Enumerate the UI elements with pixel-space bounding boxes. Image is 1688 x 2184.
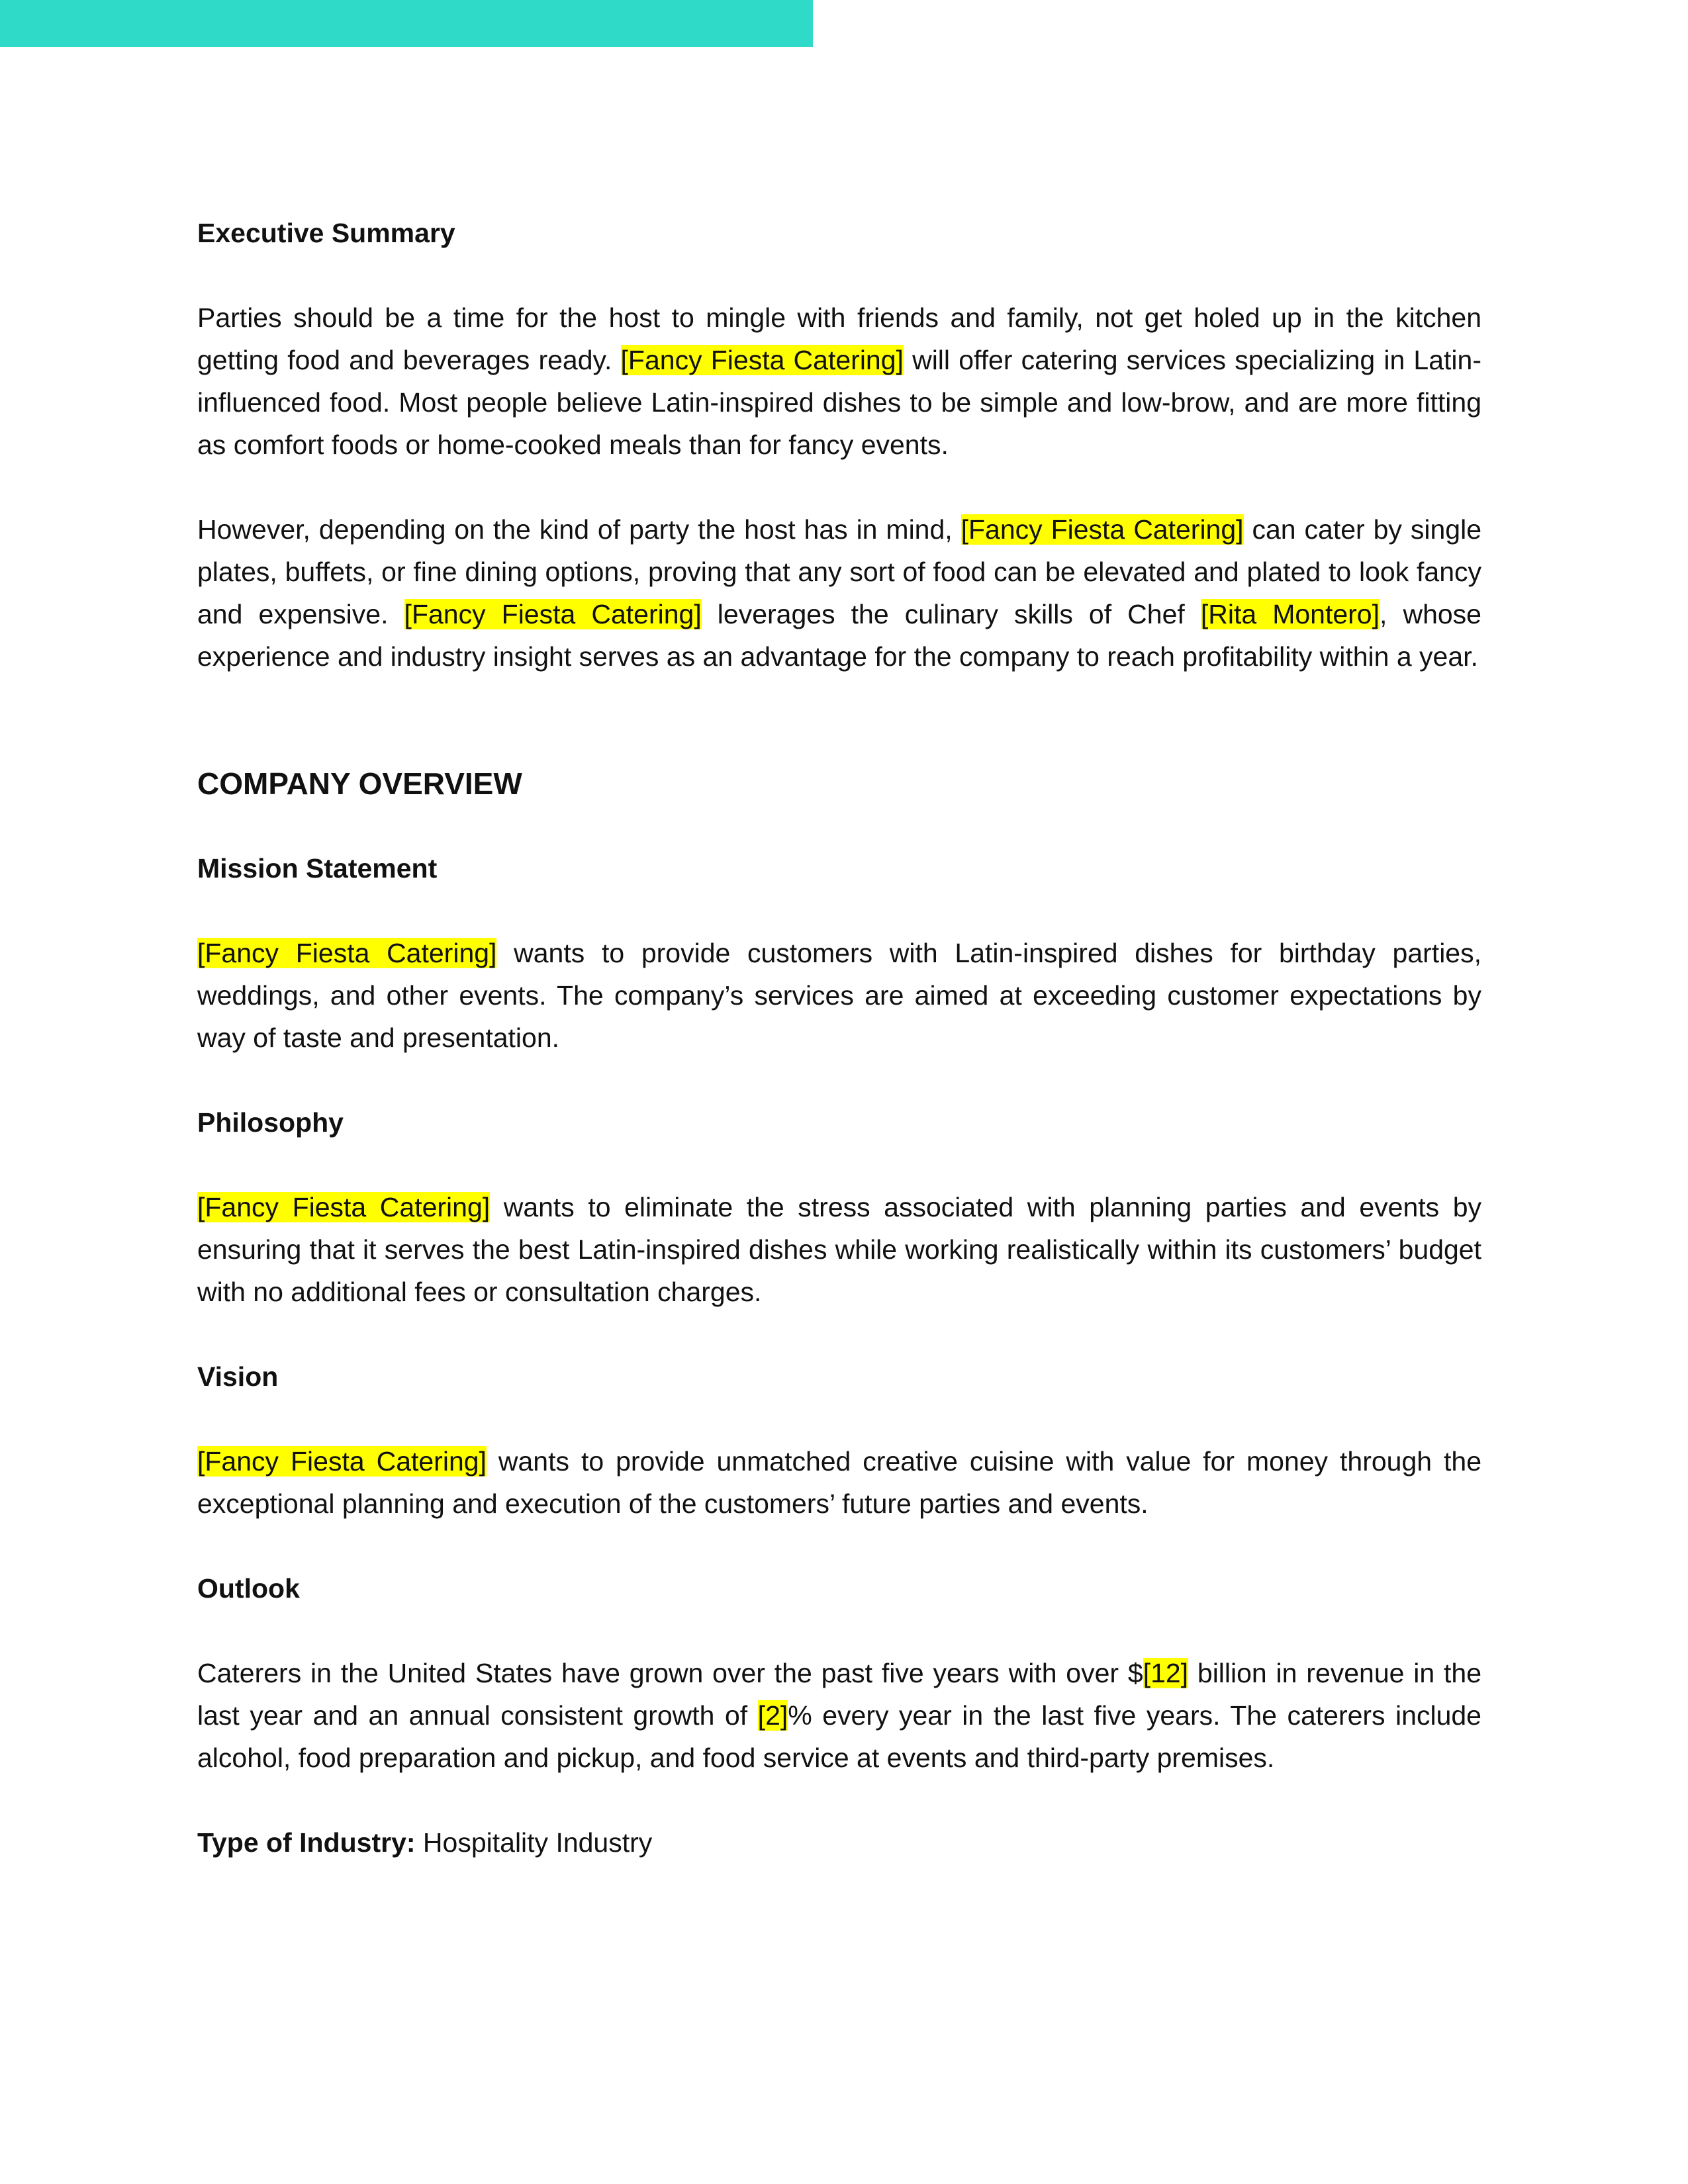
text-run: % every year in the last five years. The caterers include alcohol, food preparation and pickup, and food service at events and third-party premises. <box>197 1700 1481 1773</box>
vision-heading: Vision <box>197 1361 279 1392</box>
placeholder-company-name: [Fancy Fiesta Catering] <box>197 938 497 968</box>
vision-paragraph <box>197 1440 1481 1525</box>
text-run: wants to provide customers with Latin-inspired dishes for birthday parties, weddings, and other events. The company’s services are aimed at exceeding customer expectations by way of taste and presentation. <box>197 938 1481 1053</box>
top-accent-bar <box>0 0 813 47</box>
placeholder-company-name: [Fancy Fiesta Catering] <box>620 345 904 375</box>
company-overview-heading: COMPANY OVERVIEW <box>197 766 522 801</box>
text-run: Caterers in the United States have grown over the past five years with over $ <box>197 1658 1143 1688</box>
document-page <box>197 212 1481 1864</box>
text-run: can cater by single plates, buffets, or fine dining options, proving that any sort of food can be elevated and plated to look fancy and expensive. <box>197 514 1481 629</box>
placeholder-company-name: [Fancy Fiesta Catering] <box>961 514 1244 545</box>
text-run: , whose experience and industry insight serves as an advantage for the company to reach profitability within a year. <box>197 599 1481 672</box>
placeholder-company-name: [Fancy Fiesta Catering] <box>197 1446 487 1477</box>
text-run: will offer catering services specializing in Latin-influenced food. Most people believe Latin-inspired dishes to be simple and low-brow, and are more fitting as comfort foods or home-cooked meals than for fancy events. <box>197 345 1481 460</box>
executive-summary-paragraph-2 <box>197 508 1481 678</box>
mission-statement-heading: Mission Statement <box>197 853 438 884</box>
placeholder-company-name: [Fancy Fiesta Catering] <box>404 599 702 629</box>
text-run: However, depending on the kind of party the host has in mind, <box>197 514 961 545</box>
type-of-industry-line <box>197 1821 1481 1864</box>
executive-summary-heading: Executive Summary <box>197 218 455 248</box>
type-of-industry-value: Hospitality Industry <box>415 1827 653 1858</box>
outlook-paragraph <box>197 1652 1481 1779</box>
text-run: billion in revenue in the last year and an annual consistent growth of <box>197 1658 1481 1731</box>
placeholder-chef-name: [Rita Montero] <box>1200 599 1380 629</box>
mission-statement-paragraph <box>197 932 1481 1059</box>
philosophy-heading: Philosophy <box>197 1107 344 1138</box>
type-of-industry-label: Type of Industry: <box>197 1827 416 1858</box>
philosophy-paragraph <box>197 1186 1481 1313</box>
text-run: leverages the culinary skills of Chef <box>701 599 1201 629</box>
outlook-heading: Outlook <box>197 1573 300 1604</box>
text-run: Parties should be a time for the host to mingle with friends and family, not get holed up in the kitchen getting food and beverages ready. <box>197 302 1481 375</box>
executive-summary-paragraph-1 <box>197 296 1481 466</box>
placeholder-revenue-value: [12] <box>1143 1658 1189 1688</box>
text-run: wants to eliminate the stress associated with planning parties and events by ensuring that it serves the best Latin-inspired dishes while working realistically within its customers’ budget with no additional fees or consultation charges. <box>197 1192 1481 1307</box>
placeholder-growth-value: [2] <box>757 1700 788 1731</box>
text-run: wants to provide unmatched creative cuisine with value for money through the exceptional planning and execution of the customers’ future parties and events. <box>197 1446 1481 1519</box>
placeholder-company-name: [Fancy Fiesta Catering] <box>197 1192 491 1222</box>
